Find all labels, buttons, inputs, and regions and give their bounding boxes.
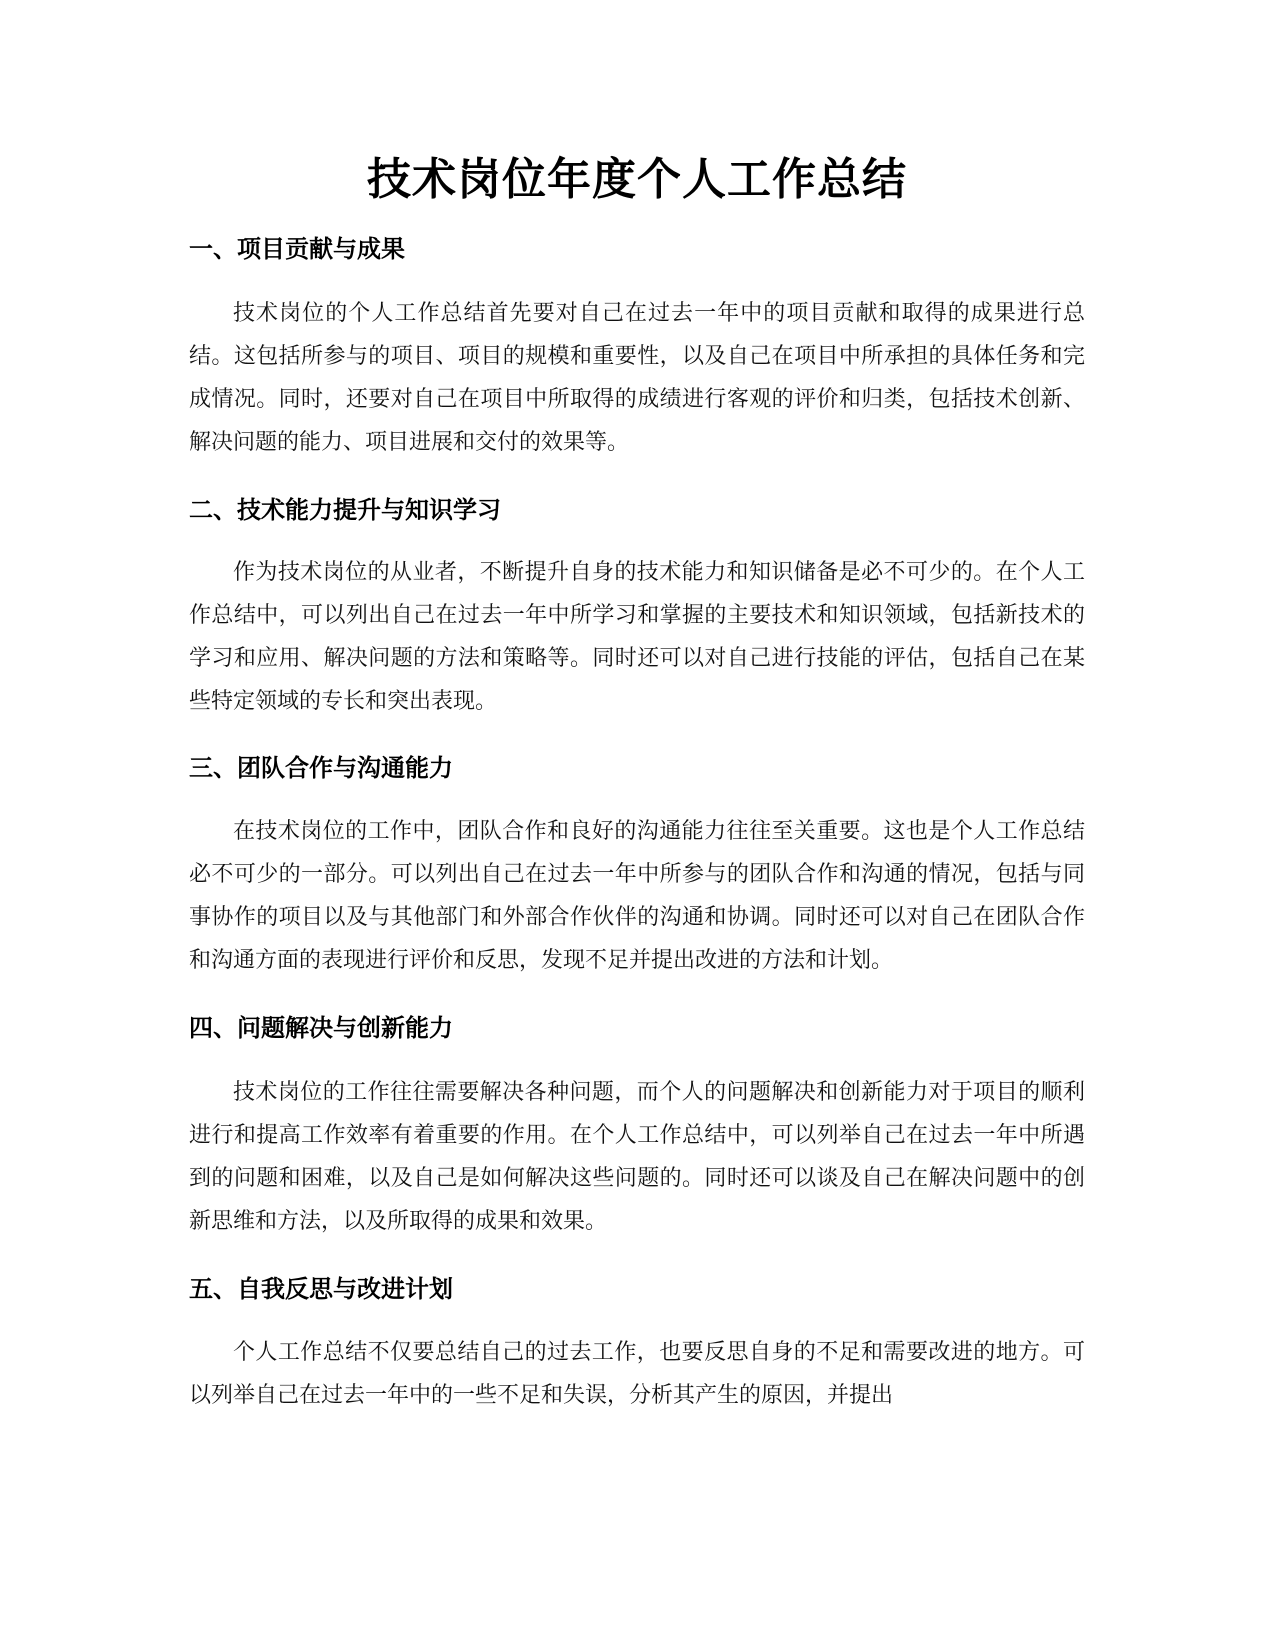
section-heading: 二、技术能力提升与知识学习 — [189, 496, 501, 524]
section-paragraph: 技术岗位的个人工作总结首先要对自己在过去一年中的项目贡献和取得的成果进行总结。这包括所参与的项目、项目的规模和重要性，以及自己在项目中所承担的具体任务和完成情况。同时，还要对自己在项目中所取得的成绩进行客观的评价和归类，包括技术创新、解决问题的能力、项目进展和交付的效果等。 — [189, 301, 1085, 455]
section-self-reflection — [189, 1272, 1085, 1417]
section-paragraph: 技术岗位的工作往往需要解决各种问题，而个人的问题解决和创新能力对于项目的顺利进行和提高工作效率有着重要的作用。在个人工作总结中，可以列举自己在过去一年中所遇到的问题和困难，以及自己是如何解决这些问题的。同时还可以谈及自己在解决问题中的创新思维和方法，以及所取得的成果和效果。 — [189, 1080, 1085, 1234]
section-heading: 四、问题解决与创新能力 — [189, 1014, 453, 1042]
section-paragraph: 作为技术岗位的从业者，不断提升自身的技术能力和知识储备是必不可少的。在个人工作总结中，可以列出自己在过去一年中所学习和掌握的主要技术和知识领域，包括新技术的学习和应用、解决问题的方法和策略等。同时还可以对自己进行技能的评估，包括自己在某些特定领域的专长和突出表现。 — [189, 560, 1085, 714]
section-heading: 三、团队合作与沟通能力 — [189, 754, 453, 782]
section-heading: 一、项目贡献与成果 — [189, 235, 405, 263]
section-skill-improvement — [189, 493, 1085, 723]
section-problem-solving — [189, 1011, 1085, 1243]
section-paragraph: 个人工作总结不仅要总结自己的过去工作，也要反思自身的不足和需要改进的地方。可以列举自己在过去一年中的一些不足和失误，分析其产生的原因，并提出 — [189, 1340, 1085, 1408]
section-paragraph: 在技术岗位的工作中，团队合作和良好的沟通能力往往至关重要。这也是个人工作总结必不可少的一部分。可以列出自己在过去一年中所参与的团队合作和沟通的情况，包括与同事协作的项目以及与其他部门和外部合作伙伴的沟通和协调。同时还可以对自己在团队合作和沟通方面的表现进行评价和反思，发现不足并提出改进的方法和计划。 — [189, 819, 1085, 973]
section-teamwork — [189, 751, 1085, 982]
section-project-contribution — [189, 232, 1085, 464]
section-heading: 五、自我反思与改进计划 — [189, 1275, 453, 1303]
document-title: 技术岗位年度个人工作总结 — [367, 154, 907, 205]
document-content — [189, 148, 1085, 1417]
